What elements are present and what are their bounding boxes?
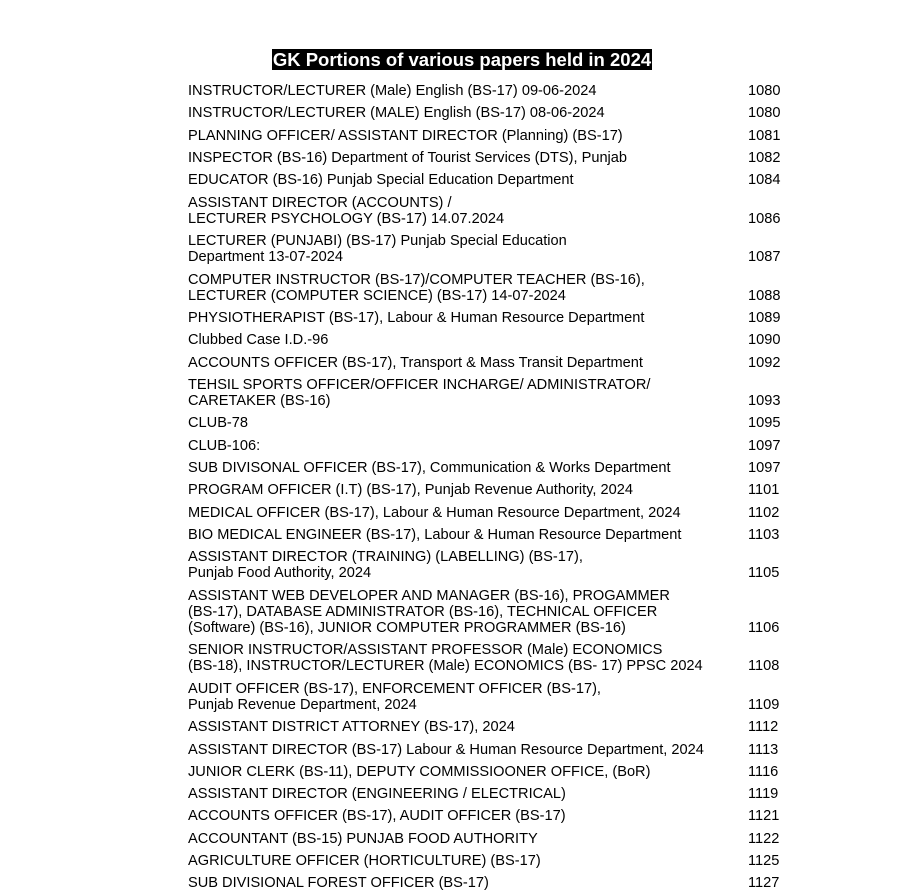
entry-page-number: 1097 (748, 460, 781, 477)
entry-title: EDUCATOR (BS-16) Punjab Special Education Department (188, 172, 574, 189)
entry-page-number: 1103 (748, 526, 780, 543)
contents-entry (188, 433, 788, 455)
contents-entry (188, 350, 788, 372)
entry-title: INSPECTOR (BS-16) Department of Tourist Services (DTS), Punjab (188, 149, 628, 166)
entry-title: BIO MEDICAL ENGINEER (BS-17), Labour & Human Resource Department (188, 526, 682, 543)
entry-page-number: 1084 (748, 172, 781, 189)
contents-entry (188, 637, 788, 676)
contents-entry (188, 544, 788, 583)
page-title (0, 49, 916, 71)
entry-page-number: 1080 (748, 105, 781, 122)
entry-title: PROGRAM OFFICER (I.T) (BS-17), Punjab Revenue Authority, 2024 (188, 482, 633, 499)
entry-page-number: 1108 (748, 658, 780, 675)
entry-title: ASSISTANT DIRECTOR (ACCOUNTS) / LECTURER PSYCHOLOGY (BS-17) 14.07.2024 (188, 194, 505, 227)
contents-list (188, 78, 788, 893)
entry-title: SUB DIVISIONAL FOREST OFFICER (BS-17) (188, 875, 489, 892)
contents-entry (188, 189, 788, 228)
entry-page-number: 1127 (748, 875, 780, 892)
entry-page-number: 1086 (748, 210, 781, 227)
entry-page-number: 1090 (748, 332, 781, 349)
contents-entry (188, 522, 788, 544)
entry-page-number: 1113 (748, 741, 779, 758)
entry-title: CLUB-78 (188, 415, 249, 432)
entry-page-number: 1112 (748, 719, 779, 736)
entry-title: COMPUTER INSTRUCTOR (BS-17)/COMPUTER TEACHER (BS-16), LECTURER (COMPUTER SCIENCE) (BS-17) 14-07-2024 (188, 271, 645, 304)
entry-title: PLANNING OFFICER/ ASSISTANT DIRECTOR (Planning) (BS-17) (188, 127, 623, 144)
page-title-text: GK Portions of various papers held in 2024 (272, 49, 652, 70)
entry-title: ASSISTANT DIRECTOR (TRAINING) (LABELLING) (BS-17), Punjab Food Authority, 2024 (188, 549, 583, 582)
contents-entry (188, 266, 788, 305)
contents-entry (188, 477, 788, 499)
entry-title: INSTRUCTOR/LECTURER (MALE) English (BS-17) 08-06-2024 (188, 105, 605, 122)
entry-page-number: 1121 (748, 808, 780, 825)
contents-entry (188, 78, 788, 100)
contents-entry (188, 848, 788, 870)
entry-title: LECTURER (PUNJABI) (BS-17) Punjab Special Education Department 13-07-2024 (188, 233, 567, 266)
contents-entry (188, 583, 788, 638)
entry-page-number: 1089 (748, 310, 781, 327)
entry-title: SENIOR INSTRUCTOR/ASSISTANT PROFESSOR (Male) ECONOMICS (BS-18), INSTRUCTOR/LECTURER (Male) ECONOMICS (BS- 17) PPSC 2024 (188, 642, 703, 675)
entry-page-number: 1116 (748, 763, 779, 780)
entry-page-number: 1088 (748, 287, 781, 304)
entry-page-number: 1093 (748, 393, 781, 410)
contents-entry (188, 676, 788, 715)
contents-entry (188, 327, 788, 349)
entry-page-number: 1087 (748, 249, 781, 266)
entry-title: ASSISTANT DIRECTOR (ENGINEERING / ELECTRICAL) (188, 786, 566, 803)
contents-entry (188, 305, 788, 327)
entry-page-number: 1081 (748, 127, 781, 144)
entry-page-number: 1080 (748, 83, 781, 100)
entry-title: ACCOUNTS OFFICER (BS-17), Transport & Mass Transit Department (188, 354, 643, 371)
entry-page-number: 1106 (748, 619, 780, 636)
entry-page-number: 1092 (748, 354, 781, 371)
entry-page-number: 1082 (748, 149, 781, 166)
contents-entry (188, 781, 788, 803)
contents-entry (188, 372, 788, 411)
entry-title: SUB DIVISONAL OFFICER (BS-17), Communication & Works Department (188, 460, 671, 477)
contents-entry (188, 123, 788, 145)
contents-entry (188, 228, 788, 267)
contents-entry (188, 736, 788, 758)
contents-entry (188, 167, 788, 189)
contents-entry (188, 145, 788, 167)
contents-entry (188, 455, 788, 477)
entry-title: AUDIT OFFICER (BS-17), ENFORCEMENT OFFICER (BS-17), Punjab Revenue Department, 2024 (188, 680, 601, 713)
entry-title: INSTRUCTOR/LECTURER (Male) English (BS-17) 09-06-2024 (188, 83, 597, 100)
entry-title: JUNIOR CLERK (BS-11), DEPUTY COMMISSIOONER OFFICE, (BoR) (188, 763, 651, 780)
entry-page-number: 1109 (748, 696, 780, 713)
entry-title: PHYSIOTHERAPIST (BS-17), Labour & Human Resource Department (188, 310, 645, 327)
contents-entry (188, 410, 788, 432)
contents-entry (188, 500, 788, 522)
entry-title: ASSISTANT DIRECTOR (BS-17) Labour & Human Resource Department, 2024 (188, 741, 704, 758)
contents-entry (188, 826, 788, 848)
entry-page-number: 1101 (748, 482, 780, 499)
entry-title: Clubbed Case I.D.-96 (188, 332, 329, 349)
contents-entry (188, 100, 788, 122)
entry-title: AGRICULTURE OFFICER (HORTICULTURE) (BS-17) (188, 853, 541, 870)
entry-title: ACCOUNTANT (BS-15) PUNJAB FOOD AUTHORITY (188, 830, 538, 847)
contents-entry (188, 759, 788, 781)
entry-title: MEDICAL OFFICER (BS-17), Labour & Human Resource Department, 2024 (188, 504, 681, 521)
contents-entry (188, 870, 788, 892)
entry-page-number: 1119 (748, 786, 779, 803)
entry-page-number: 1095 (748, 415, 781, 432)
entry-page-number: 1125 (748, 853, 780, 870)
entry-title: CLUB-106: (188, 437, 261, 454)
entry-page-number: 1105 (748, 565, 780, 582)
entry-page-number: 1097 (748, 437, 781, 454)
contents-entry (188, 714, 788, 736)
entry-title: ACCOUNTS OFFICER (BS-17), AUDIT OFFICER (BS-17) (188, 808, 566, 825)
entry-title: ASSISTANT WEB DEVELOPER AND MANAGER (BS-16), PROGAMMER (BS-17), DATABASE ADMINISTRATOR (BS-16), TECHNICAL OFFICER (Software) (BS-16), JUNIOR COMPUTER PROGRAMMER (BS-16) (188, 587, 670, 636)
entry-title: TEHSIL SPORTS OFFICER/OFFICER INCHARGE/ ADMINISTRATOR/ CARETAKER (BS-16) (188, 376, 651, 410)
entry-page-number: 1122 (748, 830, 780, 847)
entry-page-number: 1102 (748, 504, 780, 521)
entry-title: ASSISTANT DISTRICT ATTORNEY (BS-17), 2024 (188, 719, 515, 736)
contents-entry (188, 803, 788, 825)
